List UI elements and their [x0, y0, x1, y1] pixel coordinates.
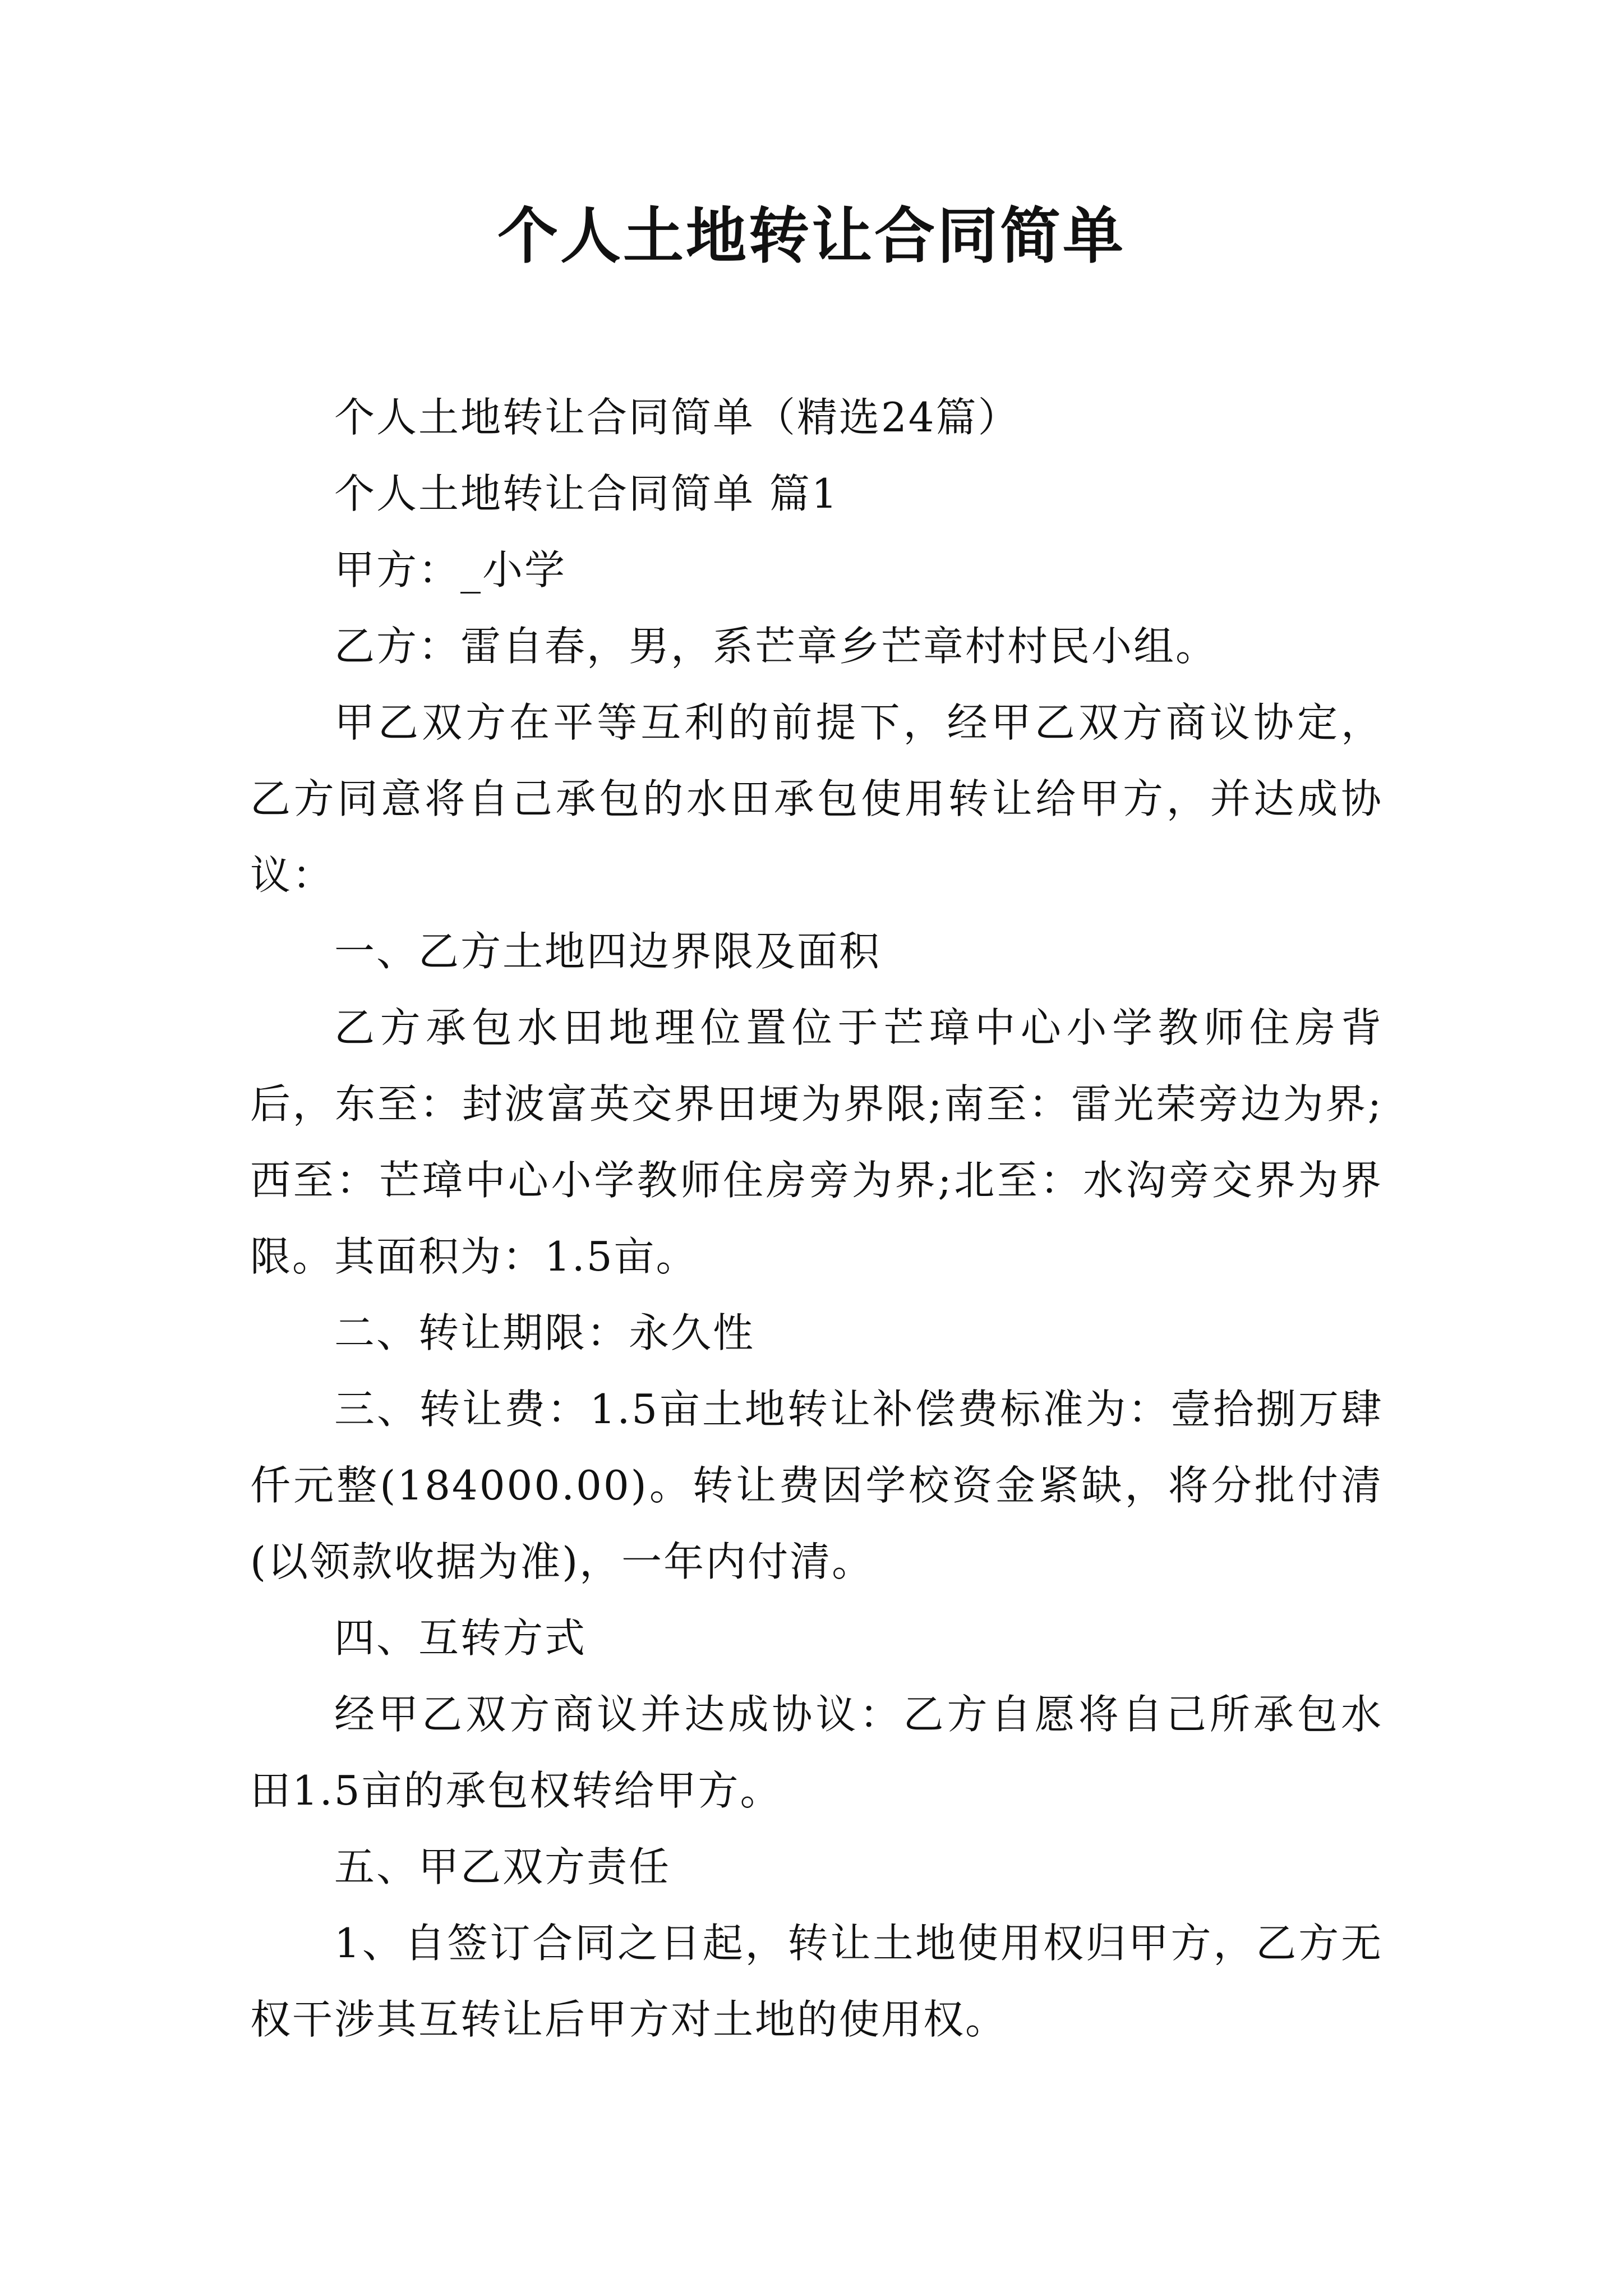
- paragraph-section-heading: 个人土地转让合同简单 篇1: [334, 470, 839, 517]
- paragraph-clause-2: 二、转让期限：永久性: [334, 1309, 755, 1356]
- paragraph-clause-5-heading: 五、甲乙双方责任: [334, 1843, 671, 1890]
- paragraph-party-b: 乙方：雷自春，男，系芒章乡芒章村村民小组。: [334, 623, 1218, 670]
- paragraph-clause-3: 三、转让费：1.5亩土地转让补偿费标准为：壹拾捌万肆仟元整(184000.00)。转让费因学校资金紧缺，将分批付清(以领款收据为准)，一年内付清。: [250, 1386, 1383, 1585]
- paragraph-subtitle: 个人土地转让合同简单（精选24篇）: [334, 394, 1020, 441]
- paragraph-clause-1-heading: 一、乙方土地四边界限及面积: [334, 928, 882, 975]
- paragraph-clause-4-body: 经甲乙双方商议并达成协议：乙方自愿将自己所承包水田1.5亩的承包权转给甲方。: [250, 1691, 1383, 1814]
- document-title: 个人土地转让合同简单: [497, 201, 1126, 272]
- paragraph-preamble: 甲乙双方在平等互利的前提下，经甲乙双方商议协定，乙方同意将自己承包的水田承包使用转让给甲方，并达成协议：: [250, 699, 1383, 899]
- paragraph-clause-4-heading: 四、互转方式: [334, 1614, 587, 1662]
- document-body: [250, 379, 1383, 2058]
- paragraph-clause-1-body: 乙方承包水田地理位置位于芒璋中心小学教师住房背后，东至：封波富英交界田埂为界限;南至：雷光荣旁边为界;西至：芒璋中心小学教师住房旁为界;北至：水沟旁交界为界限。其面积为：1.5亩。: [250, 1004, 1383, 1280]
- paragraph-party-a: 甲方：_小学: [334, 546, 567, 593]
- paragraph-clause-5-item-1: 1、自签订合同之日起，转让土地使用权归甲方，乙方无权干涉其互转让后甲方对土地的使用权。: [250, 1920, 1383, 2043]
